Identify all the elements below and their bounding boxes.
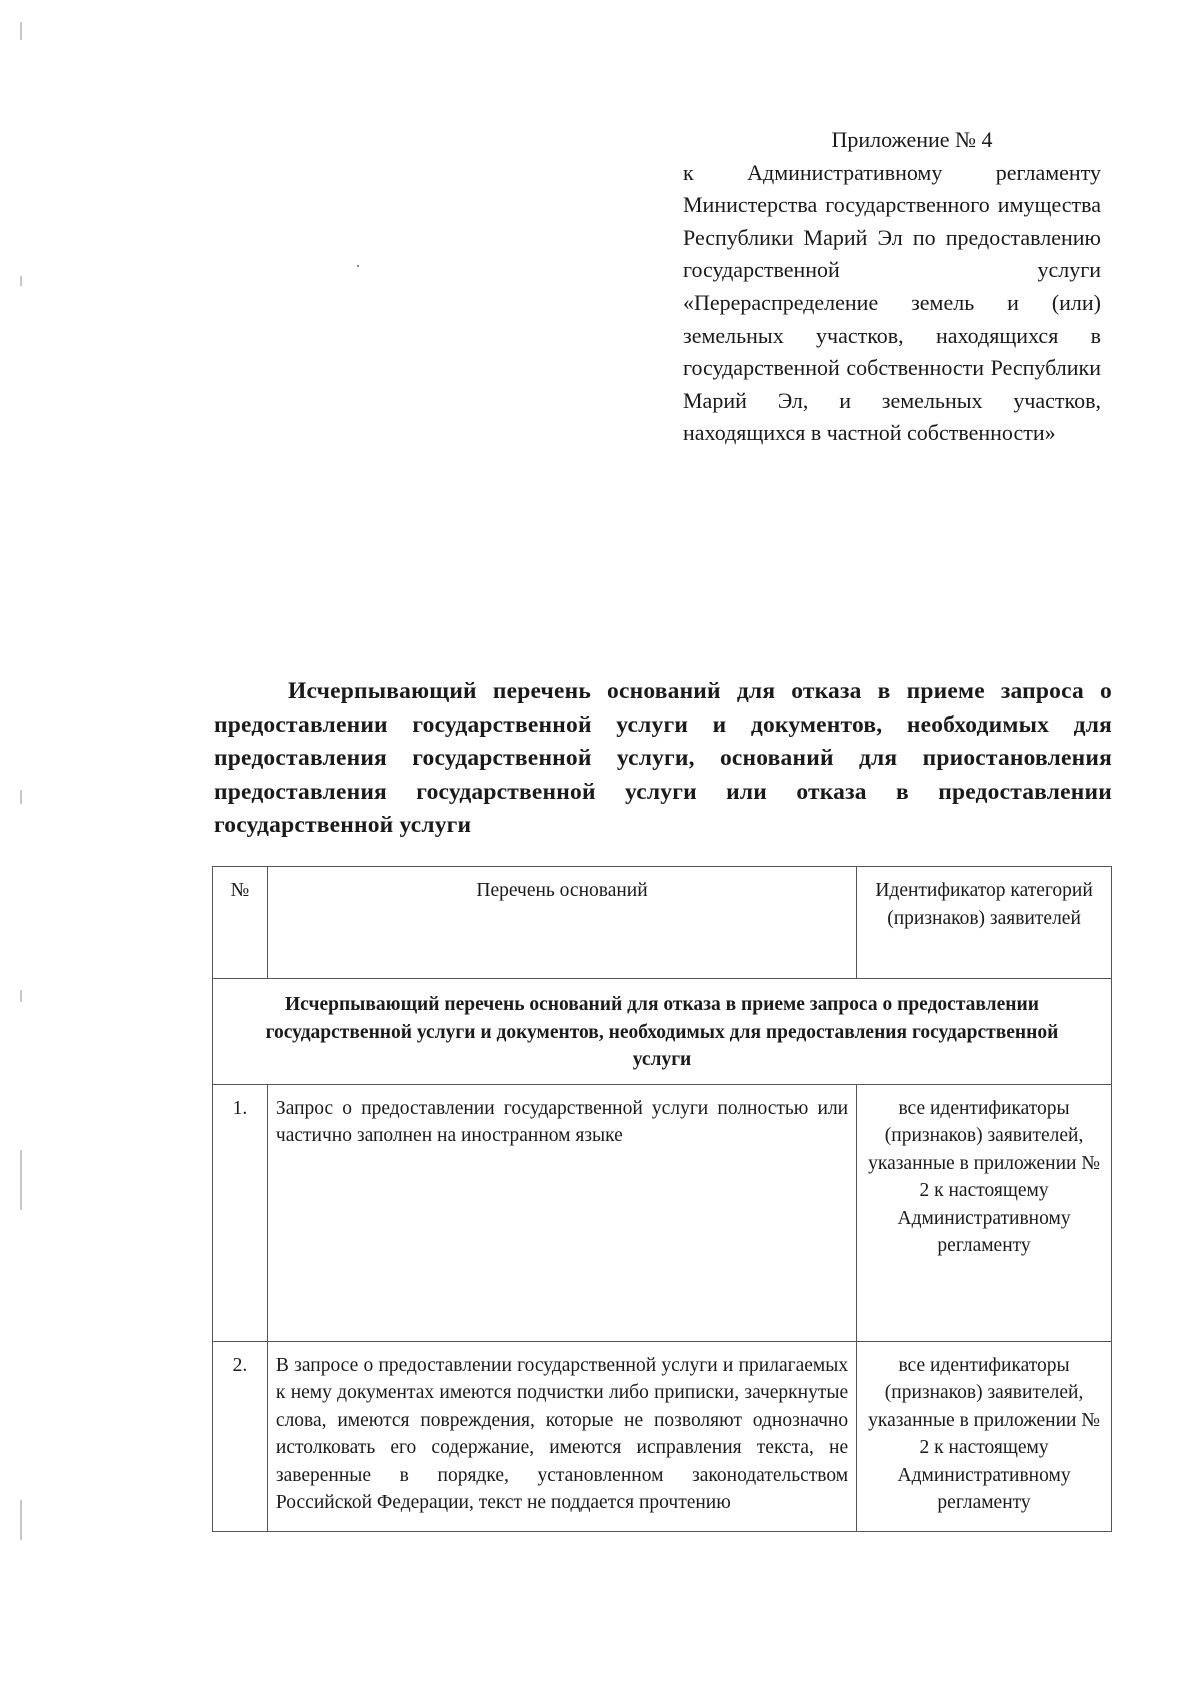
annex-body: к Административному регламенту Министерства государственного имущества Республики Марий Эл по предоставлению государственной услуги «Перераспределение земель и (или) земельных участков, находящихся в государственной собственности Республики Марий Эл, и земельных участков, находящихся в частной собственности» [683, 159, 1101, 446]
grounds-table [212, 866, 1112, 1532]
scan-mark [20, 276, 22, 286]
header-grounds: Перечень оснований [267, 867, 856, 979]
scan-mark [20, 1500, 22, 1540]
section-title: Исчерпывающий перечень оснований для отказа в приеме запроса о предоставлении государственной услуги и документов, необходимых для предоставления государственной услуги [213, 979, 1112, 1085]
table-row [213, 1084, 1112, 1341]
row-grounds: В запросе о предоставлении государственной услуги и прилагаемых к нему документах имеются подчистки либо приписки, зачеркнутые слова, имеются повреждения, которые не позволяют однозначно истолковать его содержание, имеются исправления текста, не заверенные в порядке, установленном законодательством Российской Федерации, текст не поддается прочтению [267, 1341, 856, 1531]
table-section-row [213, 979, 1112, 1085]
row-identifier: все идентификаторы (признаков) заявителей, указанные в приложении № 2 к настоящему Административному регламенту [857, 1084, 1112, 1341]
row-number: 2. [213, 1341, 268, 1531]
scan-mark [20, 790, 22, 804]
scan-mark [20, 1150, 22, 1210]
table-header-row [213, 867, 1112, 979]
row-grounds: Запрос о предоставлении государственной услуги полностью или частично заполнен на иностранном языке [267, 1084, 856, 1341]
annex-block [683, 124, 1101, 450]
scan-mark [20, 22, 22, 40]
table-row [213, 1341, 1112, 1531]
row-identifier: все идентификаторы (признаков) заявителей, указанные в приложении № 2 к настоящему Административному регламенту [857, 1341, 1112, 1531]
scan-speck [357, 265, 359, 267]
row-number: 1. [213, 1084, 268, 1341]
header-number: № [213, 867, 268, 979]
scan-mark [20, 990, 22, 1002]
annex-title: Приложение № 4 [831, 127, 993, 152]
header-identifier: Идентификатор категорий (признаков) заявителей [857, 867, 1112, 979]
document-title: Исчерпывающий перечень оснований для отказа в приеме запроса о предоставлении государственной услуги и документов, необходимых для предоставления государственной услуги, оснований для приостановления предоставления государственной услуги или отказа в предоставлении государственной услуги [214, 678, 1112, 838]
